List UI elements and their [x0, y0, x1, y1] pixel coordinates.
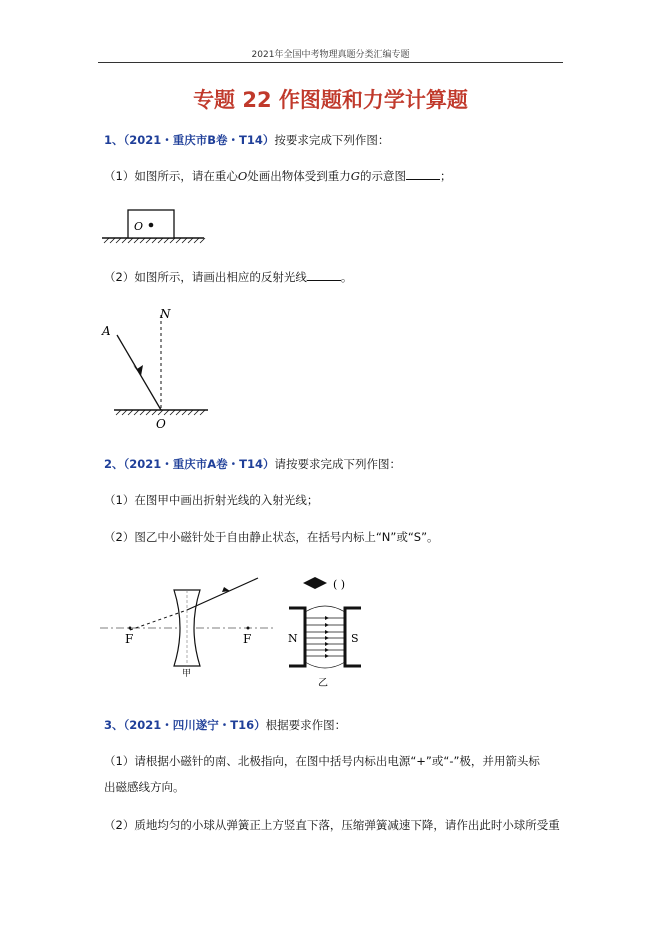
field-arrows — [325, 616, 329, 658]
question-2-part-2: （2）图乙中小磁针处于自由静止状态，在括号内标上“N”或“S”。 — [104, 530, 439, 544]
question-instruction: 根据要求作图： — [265, 718, 347, 732]
reflection-figure — [100, 305, 220, 435]
question-instruction: 按要求完成下列作图： — [274, 133, 390, 147]
text-segment: ； — [439, 169, 452, 183]
question-3-heading — [104, 717, 346, 733]
question-source: （2021・四川遂宁・T16） — [123, 718, 266, 732]
question-2-part-1: （1）在图甲中画出折射光线的入射光线； — [104, 493, 319, 507]
question-source: （2021・重庆市A卷・T14） — [123, 457, 275, 471]
question-1-part-1 — [104, 168, 451, 184]
extension-line — [130, 610, 187, 630]
compass-needle — [303, 577, 327, 589]
center-of-gravity-dot — [149, 223, 154, 228]
header-rule — [98, 62, 563, 63]
page-title: 专题 22 作图题和力学计算题 — [193, 88, 468, 112]
text-segment: 处画出物体受到重力 — [247, 169, 351, 183]
pole-n-label: N — [288, 632, 298, 645]
focal-point-right — [247, 627, 250, 630]
symbol-o: O — [237, 169, 248, 183]
question-number: 3、 — [104, 718, 124, 732]
question-1-heading — [104, 132, 389, 148]
magnet-field-figure — [283, 572, 383, 692]
question-number: 1、 — [104, 133, 124, 147]
focal-point-left — [129, 627, 132, 630]
point-o-label: O — [156, 417, 166, 431]
answer-blank[interactable] — [406, 169, 440, 180]
pole-bracket: ( ) — [333, 578, 346, 591]
question-instruction: 请按要求完成下列作图： — [274, 457, 402, 471]
question-3-part-1-line-1: （1）请根据小磁针的南、北极指向，在图中括号内标出电源“+”或“-”极，并用箭头标 — [104, 754, 540, 768]
figure-label-yi: 乙 — [318, 678, 328, 689]
text-segment: 。 — [340, 270, 353, 284]
page-header: 2021年全国中考物理真题分类汇编专题 — [251, 50, 410, 60]
question-2-heading — [104, 456, 401, 472]
block-on-surface-figure — [100, 205, 210, 245]
ray-arrowhead — [133, 365, 143, 376]
text-segment: （1）如图所示，请在重心 — [104, 169, 238, 183]
symbol-g: G — [350, 169, 360, 183]
concave-lens-figure — [98, 572, 278, 682]
point-n-label: N — [160, 307, 171, 321]
question-1-part-2 — [104, 269, 352, 285]
figure-label-jia: 甲 — [182, 669, 192, 679]
question-source: （2021・重庆市B卷・T14） — [123, 133, 275, 147]
answer-blank[interactable] — [307, 270, 341, 281]
point-a-label: A — [102, 324, 111, 338]
focal-label-right: F — [243, 632, 252, 646]
question-3-part-1-line-2: 出磁感线方向。 — [104, 780, 185, 794]
question-3-part-2-line-1: （2）质地均匀的小球从弹簧正上方竖直下落，压缩弹簧减速下降，请作出此时小球所受重 — [104, 818, 560, 832]
pole-s-label: S — [351, 632, 359, 645]
point-o-label: O — [134, 220, 144, 233]
text-segment: （2）如图所示，请画出相应的反射光线 — [104, 270, 307, 284]
text-segment: 的示意图 — [359, 169, 406, 183]
question-number: 2、 — [104, 457, 124, 471]
focal-label-left: F — [125, 632, 134, 646]
